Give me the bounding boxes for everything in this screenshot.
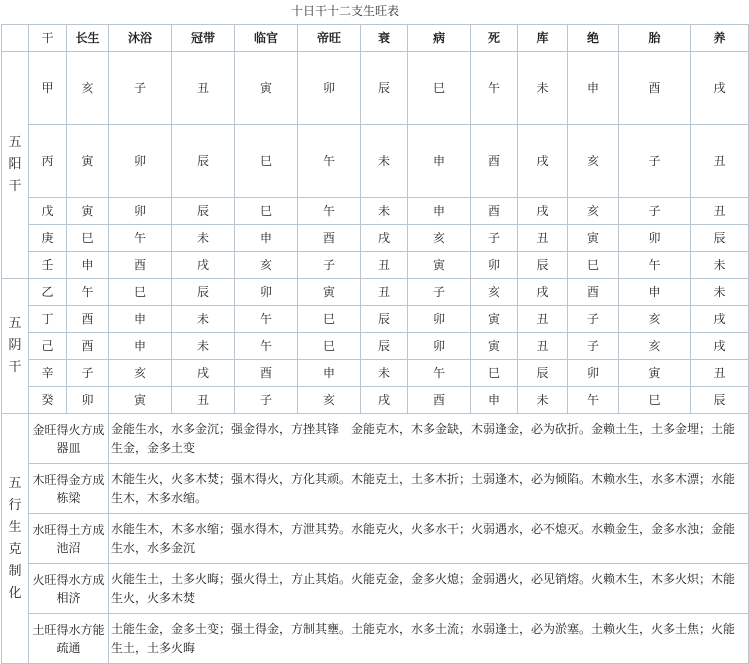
branch-cell: 丑 <box>518 306 568 333</box>
branch-cell: 未 <box>172 306 235 333</box>
branch-cell: 午 <box>298 125 361 198</box>
branch-cell: 戌 <box>172 252 235 279</box>
branch-cell: 未 <box>172 225 235 252</box>
table-row <box>2 52 749 125</box>
branch-cell: 巳 <box>235 125 298 198</box>
element-name-cell: 木旺得金方成栋梁 <box>29 464 109 514</box>
branch-cell: 申 <box>109 333 172 360</box>
branch-cell: 丑 <box>518 225 568 252</box>
branch-cell: 寅 <box>619 360 691 387</box>
branch-cell: 戌 <box>691 306 749 333</box>
branch-cell: 巳 <box>619 387 691 414</box>
shengwang-table <box>1 24 749 664</box>
column-header: 临官 <box>235 25 298 52</box>
branch-cell: 寅 <box>67 198 109 225</box>
branch-cell: 亥 <box>568 125 619 198</box>
branch-cell: 戌 <box>361 387 408 414</box>
branch-cell: 午 <box>568 387 619 414</box>
branch-cell: 未 <box>361 360 408 387</box>
branch-cell: 子 <box>619 125 691 198</box>
column-header: 衰 <box>361 25 408 52</box>
table-row <box>2 306 749 333</box>
stem-cell: 丙 <box>29 125 67 198</box>
branch-cell: 午 <box>298 198 361 225</box>
branch-cell: 卯 <box>67 387 109 414</box>
branch-cell: 丑 <box>691 198 749 225</box>
branch-cell: 子 <box>568 333 619 360</box>
yang-stems-label: 五阳干 <box>2 52 29 279</box>
column-header: 干 <box>29 25 67 52</box>
table-row <box>2 198 749 225</box>
element-description-cell: 火能生土，土多火晦；强火得土，方止其焰。火能克金，金多火熄；金弱遇火，必见销熔。火赖木生，木多火炽；木能生火，火多木焚 <box>109 564 749 614</box>
branch-cell: 辰 <box>691 225 749 252</box>
element-name-cell: 水旺得土方成池沼 <box>29 514 109 564</box>
column-header: 死 <box>471 25 518 52</box>
branch-cell: 亥 <box>235 252 298 279</box>
branch-cell: 辰 <box>361 333 408 360</box>
branch-cell: 寅 <box>471 306 518 333</box>
element-description-cell: 金能生水，水多金沉；强金得水，方挫其锋 金能克木，木多金缺，木弱逢金，必为砍折。金赖土生，土多金埋；土能生金，金多土变 <box>109 414 749 464</box>
table-row <box>2 387 749 414</box>
table-row <box>2 614 749 664</box>
element-description-cell: 水能生木，木多水缩；强水得木，方泄其势。水能克火，火多水干；火弱遇水，必不熄灭。水赖金生，金多水浊；金能生水，水多金沉 <box>109 514 749 564</box>
branch-cell: 卯 <box>109 198 172 225</box>
table-row <box>2 333 749 360</box>
element-name-cell: 土旺得水方能疏通 <box>29 614 109 664</box>
stem-cell: 乙 <box>29 279 67 306</box>
branch-cell: 亥 <box>471 279 518 306</box>
branch-cell: 亥 <box>619 333 691 360</box>
table-row <box>2 360 749 387</box>
branch-cell: 未 <box>691 252 749 279</box>
stem-cell: 癸 <box>29 387 67 414</box>
branch-cell: 辰 <box>518 252 568 279</box>
branch-cell: 午 <box>235 333 298 360</box>
branch-cell: 丑 <box>691 360 749 387</box>
branch-cell: 酉 <box>235 360 298 387</box>
branch-cell: 未 <box>361 198 408 225</box>
table-row <box>2 279 749 306</box>
column-header: 养 <box>691 25 749 52</box>
branch-cell: 亥 <box>298 387 361 414</box>
header-row <box>2 25 749 52</box>
branch-cell: 申 <box>471 387 518 414</box>
column-header: 沐浴 <box>109 25 172 52</box>
branch-cell: 巳 <box>298 306 361 333</box>
branch-cell: 申 <box>619 279 691 306</box>
branch-cell: 子 <box>568 306 619 333</box>
column-header: 长生 <box>67 25 109 52</box>
column-header: 绝 <box>568 25 619 52</box>
branch-cell: 申 <box>235 225 298 252</box>
branch-cell: 丑 <box>172 52 235 125</box>
header-corner <box>2 25 29 52</box>
branch-cell: 未 <box>518 52 568 125</box>
branch-cell: 丑 <box>172 387 235 414</box>
branch-cell: 酉 <box>619 52 691 125</box>
branch-cell: 辰 <box>172 125 235 198</box>
branch-cell: 卯 <box>471 252 518 279</box>
stem-cell: 戊 <box>29 198 67 225</box>
branch-cell: 子 <box>298 252 361 279</box>
column-header: 胎 <box>619 25 691 52</box>
branch-cell: 卯 <box>235 279 298 306</box>
branch-cell: 酉 <box>471 198 518 225</box>
table-row <box>2 464 749 514</box>
column-header: 冠带 <box>172 25 235 52</box>
branch-cell: 酉 <box>568 279 619 306</box>
branch-cell: 巳 <box>109 279 172 306</box>
branch-cell: 寅 <box>109 387 172 414</box>
branch-cell: 丑 <box>361 252 408 279</box>
branch-cell: 戌 <box>361 225 408 252</box>
branch-cell: 未 <box>691 279 749 306</box>
branch-cell: 卯 <box>408 333 471 360</box>
branch-cell: 辰 <box>172 198 235 225</box>
branch-cell: 申 <box>408 198 471 225</box>
branch-cell: 酉 <box>298 225 361 252</box>
table-row <box>2 225 749 252</box>
branch-cell: 卯 <box>408 306 471 333</box>
branch-cell: 卯 <box>619 225 691 252</box>
stem-cell: 壬 <box>29 252 67 279</box>
branch-cell: 申 <box>568 52 619 125</box>
branch-cell: 寅 <box>67 125 109 198</box>
branch-cell: 申 <box>408 125 471 198</box>
branch-cell: 申 <box>109 306 172 333</box>
branch-cell: 卯 <box>109 125 172 198</box>
column-header: 库 <box>518 25 568 52</box>
stem-cell: 庚 <box>29 225 67 252</box>
branch-cell: 未 <box>172 333 235 360</box>
branch-cell: 亥 <box>67 52 109 125</box>
table-row <box>2 252 749 279</box>
table-row <box>2 514 749 564</box>
branch-cell: 午 <box>619 252 691 279</box>
branch-cell: 酉 <box>67 333 109 360</box>
branch-cell: 丑 <box>518 333 568 360</box>
branch-cell: 戌 <box>518 125 568 198</box>
branch-cell: 子 <box>408 279 471 306</box>
branch-cell: 午 <box>471 52 518 125</box>
stem-cell: 甲 <box>29 52 67 125</box>
branch-cell: 巳 <box>408 52 471 125</box>
element-name-cell: 金旺得火方成器皿 <box>29 414 109 464</box>
branch-cell: 午 <box>109 225 172 252</box>
branch-cell: 巳 <box>568 252 619 279</box>
branch-cell: 戌 <box>691 333 749 360</box>
branch-cell: 申 <box>67 252 109 279</box>
branch-cell: 辰 <box>691 387 749 414</box>
branch-cell: 寅 <box>568 225 619 252</box>
branch-cell: 亥 <box>568 198 619 225</box>
branch-cell: 戌 <box>518 198 568 225</box>
branch-cell: 辰 <box>172 279 235 306</box>
branch-cell: 卯 <box>298 52 361 125</box>
branch-cell: 寅 <box>298 279 361 306</box>
column-header: 病 <box>408 25 471 52</box>
branch-cell: 巳 <box>298 333 361 360</box>
branch-cell: 子 <box>67 360 109 387</box>
branch-cell: 辰 <box>361 52 408 125</box>
branch-cell: 酉 <box>67 306 109 333</box>
branch-cell: 子 <box>235 387 298 414</box>
branch-cell: 申 <box>298 360 361 387</box>
branch-cell: 巳 <box>67 225 109 252</box>
branch-cell: 子 <box>471 225 518 252</box>
branch-cell: 巳 <box>235 198 298 225</box>
branch-cell: 未 <box>518 387 568 414</box>
branch-cell: 戌 <box>691 52 749 125</box>
branch-cell: 酉 <box>471 125 518 198</box>
table-row <box>2 414 749 464</box>
branch-cell: 酉 <box>408 387 471 414</box>
branch-cell: 子 <box>619 198 691 225</box>
branch-cell: 亥 <box>408 225 471 252</box>
branch-cell: 亥 <box>619 306 691 333</box>
branch-cell: 卯 <box>568 360 619 387</box>
branch-cell: 戌 <box>518 279 568 306</box>
stem-cell: 丁 <box>29 306 67 333</box>
branch-cell: 午 <box>408 360 471 387</box>
wuxing-label: 五行生克制化 <box>2 414 29 664</box>
stem-cell: 己 <box>29 333 67 360</box>
table-row <box>2 125 749 198</box>
branch-cell: 子 <box>109 52 172 125</box>
branch-cell: 辰 <box>361 306 408 333</box>
branch-cell: 巳 <box>471 360 518 387</box>
stem-cell: 辛 <box>29 360 67 387</box>
element-description-cell: 土能生金，金多土变；强土得金，方制其壅。土能克水，水多土流；水弱逢土，必为淤塞。土赖火生，火多土焦；火能生土，土多火晦 <box>109 614 749 664</box>
branch-cell: 酉 <box>109 252 172 279</box>
table-title: 十日干十二支生旺表 <box>290 4 399 18</box>
column-header: 帝旺 <box>298 25 361 52</box>
branch-cell: 丑 <box>691 125 749 198</box>
element-name-cell: 火旺得水方成相济 <box>29 564 109 614</box>
table-row <box>2 564 749 614</box>
branch-cell: 戌 <box>172 360 235 387</box>
branch-cell: 寅 <box>408 252 471 279</box>
branch-cell: 午 <box>235 306 298 333</box>
element-description-cell: 木能生火，火多木焚；强木得火，方化其顽。木能克土，土多木折；土弱逢木，必为倾陷。木赖水生，水多木漂；水能生木，木多水缩。 <box>109 464 749 514</box>
branch-cell: 未 <box>361 125 408 198</box>
branch-cell: 亥 <box>109 360 172 387</box>
branch-cell: 丑 <box>361 279 408 306</box>
branch-cell: 辰 <box>518 360 568 387</box>
yin-stems-label: 五阴干 <box>2 279 29 414</box>
branch-cell: 寅 <box>235 52 298 125</box>
branch-cell: 午 <box>67 279 109 306</box>
branch-cell: 寅 <box>471 333 518 360</box>
